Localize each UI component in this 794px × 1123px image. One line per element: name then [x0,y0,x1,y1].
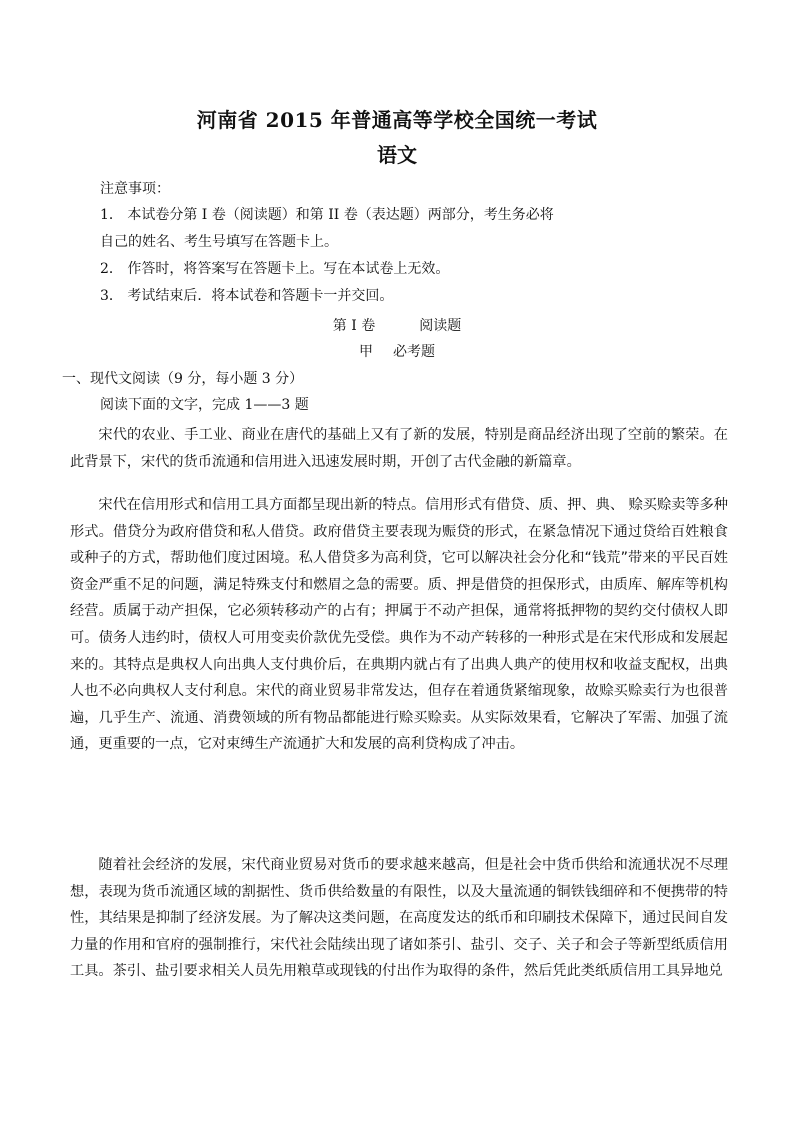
volume-type: 阅读题 [419,318,462,334]
notice-heading: 注意事项： [100,181,170,197]
required-heading [0,339,794,365]
required-part: 甲 [359,344,373,360]
notice-item-1-continued: 自己的姓名、考生号填写在答题卡上。 [100,234,338,250]
subject-title: 语文 [377,143,417,167]
volume-name: 第 I 卷 [332,318,376,334]
section-heading: 一、现代文阅读（9 分，每小题 3 分） [62,371,304,387]
notice-item-2: 2． 作答时，将答案写在答题卡上。写在本试卷上无效。 [100,261,450,277]
passage-paragraph-3: 随着社会经济的发展，宋代商业贸易对货币的要求越来越高，但是社会中货币供给和流通状况不尽理想，表现为货币流通区域的割据性、货币供给数量的有限性，以及大量流通的铜铁钱细碎和不便携带的特性，其结果是抑制了经济发展。为了解决这类问题，在高度发达的纸币和印刷技术保障下，通过民间自发力量的作用和官府的强制推行，宋代社会陆续出现了诸如茶引、盐引、交子、关子和会子等新型纸质信用工具。茶引、盐引要求相关人员先用粮草或现钱的付出作为取得的条件，然后凭此类纸质信用工具异地兑 [70,857,728,980]
notice-item-3: 3． 考试结束后．将本试卷和答题卡一并交回。 [100,288,394,304]
passage-paragraph-2: 宋代在信用形式和信用工具方面都呈现出新的特点。信用形式有借贷、质、押、典、 赊买赊卖等多种形式。借贷分为政府借贷和私人借贷。政府借贷主要表现为赈贷的形式，在紧急情况下通过贷给百姓粮食或种子的方式，帮助他们度过困境。私人借贷多为高利贷，它可以解决社会分化和“钱荒”带来的平民百姓资金严重不足的问题，满足特殊支付和燃眉之急的需要。质、押是借贷的担保形式，由质库、解库等机构经营。质属于动产担保，它必须转移动产的占有；押属于不动产担保，通常将抵押物的契约交付债权人即可。债务人违约时，债权人可用变卖价款优先受偿。典作为不动产转移的一种形式是在宋代形成和发展起来的。其特点是典权人向出典人支付典价后，在典期内就占有了出典人典产的使用权和收益支配权，出典人也不必向典权人支付利息。宋代的商业贸易非常发达，但存在着通货紧缩现象，故赊买赊卖行为也很普遍，几乎生产、流通、消费领域的所有物品都能进行赊买赊卖。从实际效果看，它解决了军需、加强了流通，更重要的一点，它对束缚生产流通扩大和发展的高利贷构成了冲击。 [70,497,728,753]
exam-title: 河南省 2015 年普通高等学校全国统一考试 [196,108,598,132]
required-label: 必考题 [393,344,435,360]
notice-item-1: 1． 本试卷分第 I 卷（阅读题）和第 II 卷（表达题）两部分，考生务必将 [100,207,554,223]
volume-heading [0,313,794,339]
reading-instruction: 阅读下面的文字，完成 1——3 题 [100,397,309,413]
passage-paragraph-1: 宋代的农业、手工业、商业在唐代的基础上又有了新的发展，特别是商品经济出现了空前的繁荣。在此背景下，宋代的货币流通和信用进入迅速发展时期，开创了古代金融的新篇章。 [70,427,728,470]
